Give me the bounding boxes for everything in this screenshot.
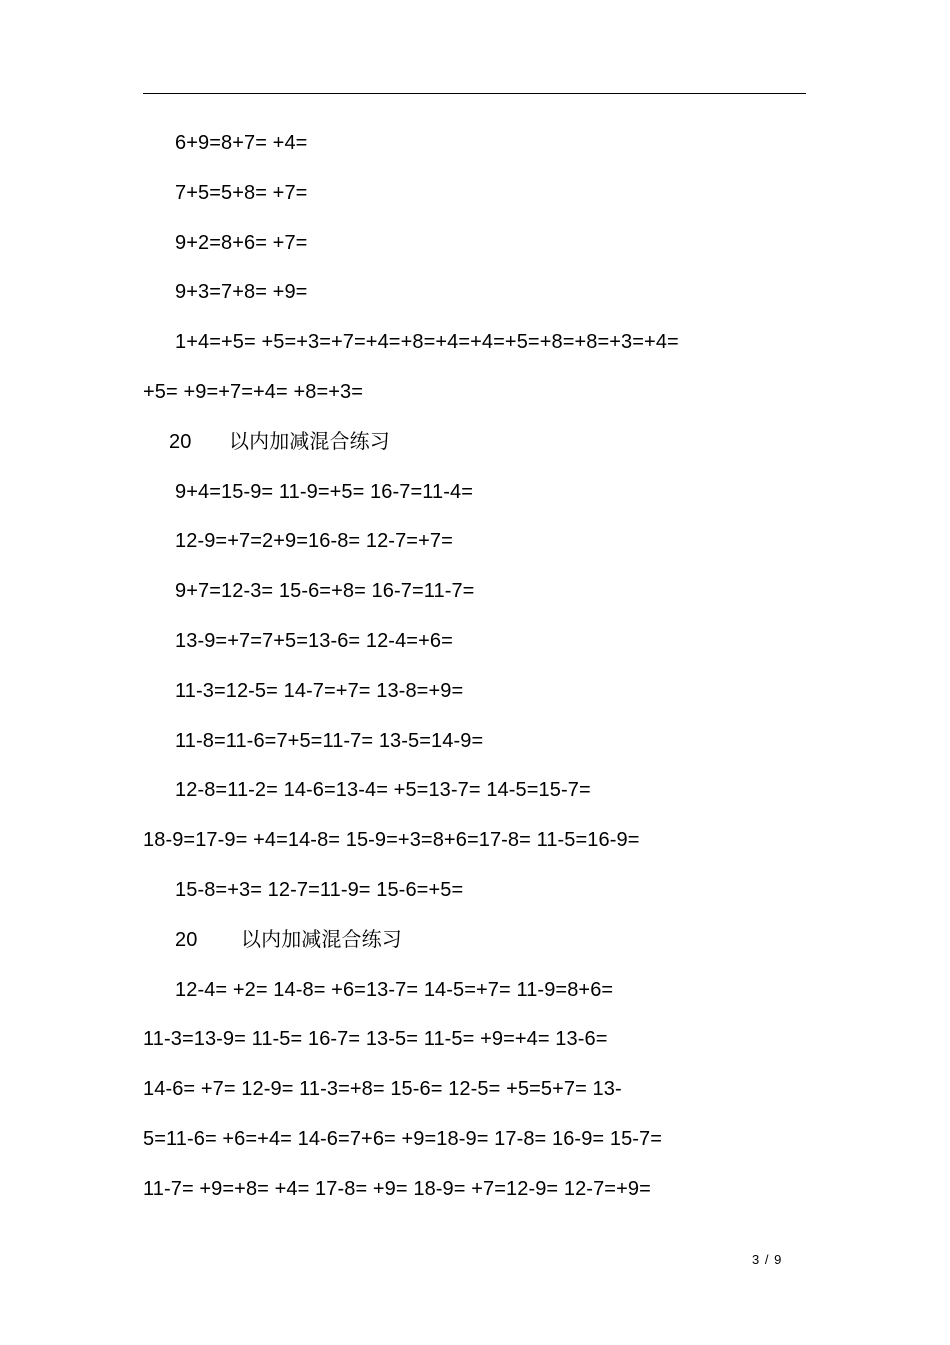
exercise-line: 9+3=7+8= +9= (175, 281, 308, 304)
section-heading-text: 以内加减混合练习 (241, 928, 402, 951)
exercise-line: 11-3=12-5= 14-7=+7= 13-8=+9= (175, 679, 464, 702)
exercise-line: 9+7=12-3= 15-6=+8= 16-7=11-7= (175, 580, 475, 603)
exercise-line: 11-8=11-6=7+5=11-7= 13-5=14-9= (175, 729, 484, 752)
section-heading-text: 以内加减混合练习 (229, 430, 390, 453)
exercise-line: 18-9=17-9= +4=14-8= 15-9=+3=8+6=17-8= 11-5=16-9= (143, 829, 640, 852)
exercise-line: 5=11-6= +6=+4= 14-6=7+6= +9=18-9= 17-8= 16-9= 15-7= (143, 1127, 663, 1150)
exercise-line: 12-8=11-2= 14-6=13-4= +5=13-7= 14-5=15-7= (175, 779, 591, 802)
section-heading-number: 20 (169, 430, 192, 453)
exercise-line: 9+2=8+6= +7= (175, 231, 308, 254)
section-heading (143, 423, 783, 473)
exercise-line: 11-3=13-9= 11-5= 16-7= 13-5= 11-5= +9=+4= 13-6= (143, 1028, 608, 1051)
exercise-line: 9+4=15-9= 11-9=+5= 16-7=11-4= (175, 480, 473, 503)
exercise-line: 14-6= +7= 12-9= 11-3=+8= 15-6= 12-5= +5=5+7= 13- (143, 1078, 622, 1101)
header-rule (143, 93, 806, 94)
exercise-line: 6+9=8+7= +4= (175, 132, 308, 154)
exercise-line: +5= +9=+7=+4= +8=+3= (143, 380, 364, 403)
exercise-line: 11-7= +9=+8= +4= 17-8= +9= 18-9= +7=12-9= 12-7=+9= (143, 1177, 651, 1200)
exercise-line: 12-9=+7=2+9=16-8= 12-7=+7= (175, 530, 453, 553)
page-body (143, 124, 783, 1220)
exercise-line: 1+4=+5= +5=+3=+7=+4=+8=+4=+4=+5=+8=+8=+3=+4= (175, 331, 679, 354)
exercise-line: 7+5=5+8= +7= (175, 181, 308, 204)
exercise-line: 13-9=+7=7+5=13-6= 12-4=+6= (175, 629, 453, 652)
page-number: 3 / 9 (752, 1252, 783, 1267)
section-heading-number: 20 (175, 928, 198, 951)
exercise-line: 15-8=+3= 12-7=11-9= 15-6=+5= (175, 878, 464, 901)
exercise-line: 12-4= +2= 14-8= +6=13-7= 14-5=+7= 11-9=8+6= (175, 978, 614, 1001)
section-heading (143, 921, 783, 971)
